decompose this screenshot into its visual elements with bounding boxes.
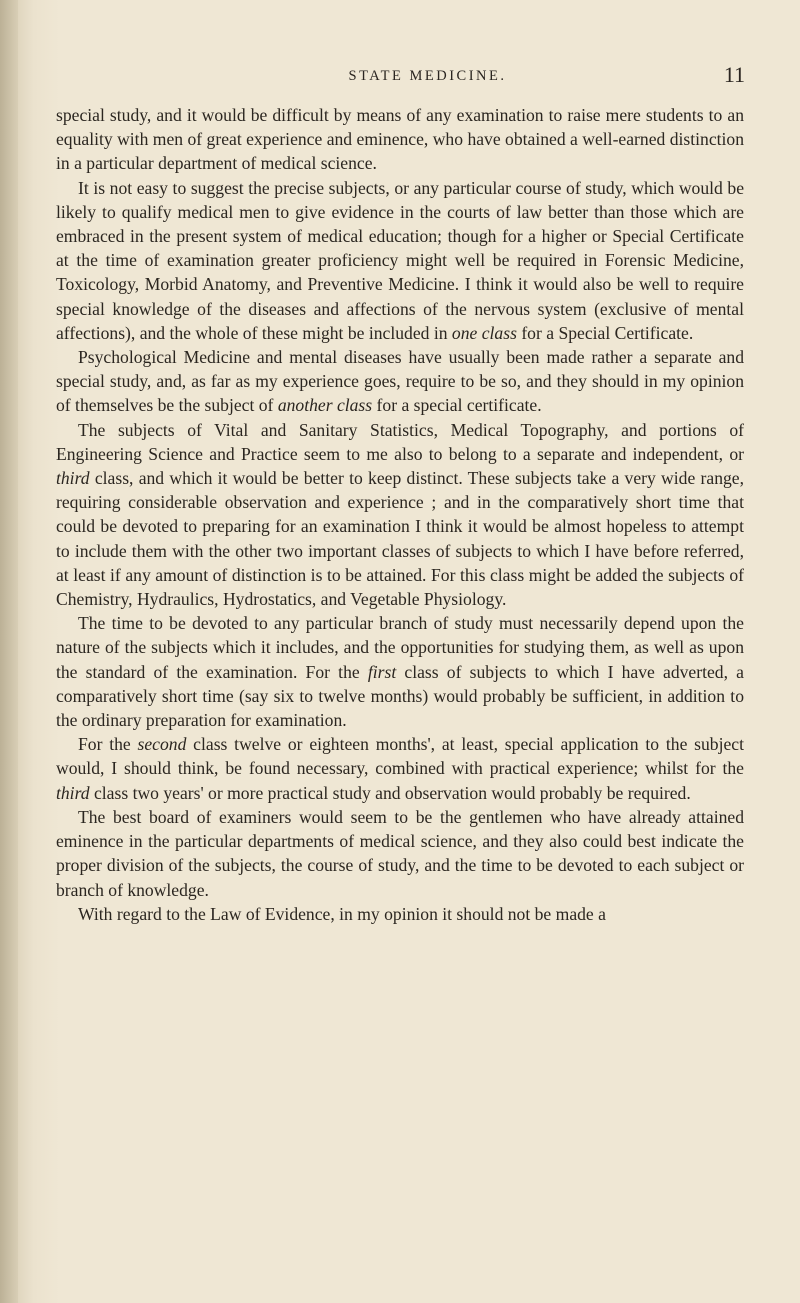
body-text — [56, 103, 744, 926]
paragraph-1 — [56, 103, 744, 176]
text-segment: class of subjects to which I have adverted, a comparatively short time (say six to twelve months) would probably be sufficient, in addition to the ordinary preparation for examination. — [56, 661, 744, 731]
text-segment: special study, and it would be difficult by means of any examination to raise mere students to an equality with men of great experience and eminence, who have obtained a well-earned distinction in a particular department of medical science. — [56, 105, 744, 174]
text-segment: class twelve or eighteen months', at least, special application to the subject would, I should think, be found necessary, combined with practical experience; whilst for the — [56, 734, 745, 779]
paragraph-8 — [56, 902, 744, 926]
paragraph-4 — [56, 418, 744, 612]
page-spine-shadow — [0, 0, 18, 1303]
running-title: STATE MEDICINE. — [348, 68, 507, 84]
italic-segment: third — [56, 782, 90, 803]
italic-segment: third — [56, 468, 90, 489]
page-header — [110, 62, 745, 92]
text-segment: The time to be devoted to any particular branch of study must necessarily depend upon the nature of the subjects which it includes, and the opportunities for studying them, as well as upon the standard of the examination. For the — [56, 613, 744, 682]
text-segment: The subjects of Vital and Sanitary Statistics, Medical Topography, and portions of Engineering Science and Practice seem to me also to belong to a separate and independent, or — [56, 419, 744, 464]
text-segment: The best board of examiners would seem to be the gentlemen who have already attained eminence in the particular departments of medical science, and they also could best indicate the proper division of the subjects, the course of study, and the time to be devoted to each subject or branch of knowledge. — [56, 806, 744, 900]
text-segment: With regard to the Law of Evidence, in my opinion it should not be made a — [78, 903, 606, 924]
text-segment: For the — [78, 734, 138, 755]
text-segment: It is not easy to suggest the precise subjects, or any particular course of study, which would be likely to qualify medical men to give evidence in the courts of law better than those which are embraced in the present system of medical education; though for a higher or Special Certificate at the time of examination greater proficiency might well be required in Forensic Medicine, Toxicology, Morbid Anatomy, and Preventive Medicine. I think it would also be well to require special knowledge of the diseases and affections of the nervous system (exclusive of mental affections), and the whole of these might be included in — [56, 177, 744, 343]
paragraph-3 — [56, 345, 744, 418]
italic-segment: second — [137, 734, 187, 755]
text-segment: class, and which it would be better to keep distinct. These subjects take a very wide range, requiring considerable observation and experience ; and in the comparatively short time that could be devoted to preparing for an examination I think it would be almost hopeless to attempt to include them with the other two important classes of subjects to which I have before referred, at least if any amount of distinction is to be attained. For this class might be added the subjects of Chemistry, Hydraulics, Hydrostatics, and Vegetable Physiology. — [56, 468, 744, 610]
paragraph-6 — [56, 732, 744, 805]
text-segment: class two years' or more practical study and observation would probably be required. — [89, 782, 691, 803]
paragraph-2 — [56, 176, 744, 345]
italic-segment: first — [367, 661, 397, 682]
italic-segment: another class — [277, 395, 373, 416]
text-segment: for a Special Certificate. — [516, 322, 694, 343]
text-segment: Psychological Medicine and mental diseases have usually been made rather a separate and special study, and, as far as my experience goes, require to be so, and they should in my opinion of themselves be the subject of — [56, 347, 744, 416]
page-number: 11 — [723, 62, 745, 87]
paragraph-7 — [56, 805, 744, 902]
text-segment: for a special certificate. — [372, 395, 542, 416]
paragraph-5 — [56, 611, 744, 732]
italic-segment: one class — [451, 322, 517, 343]
